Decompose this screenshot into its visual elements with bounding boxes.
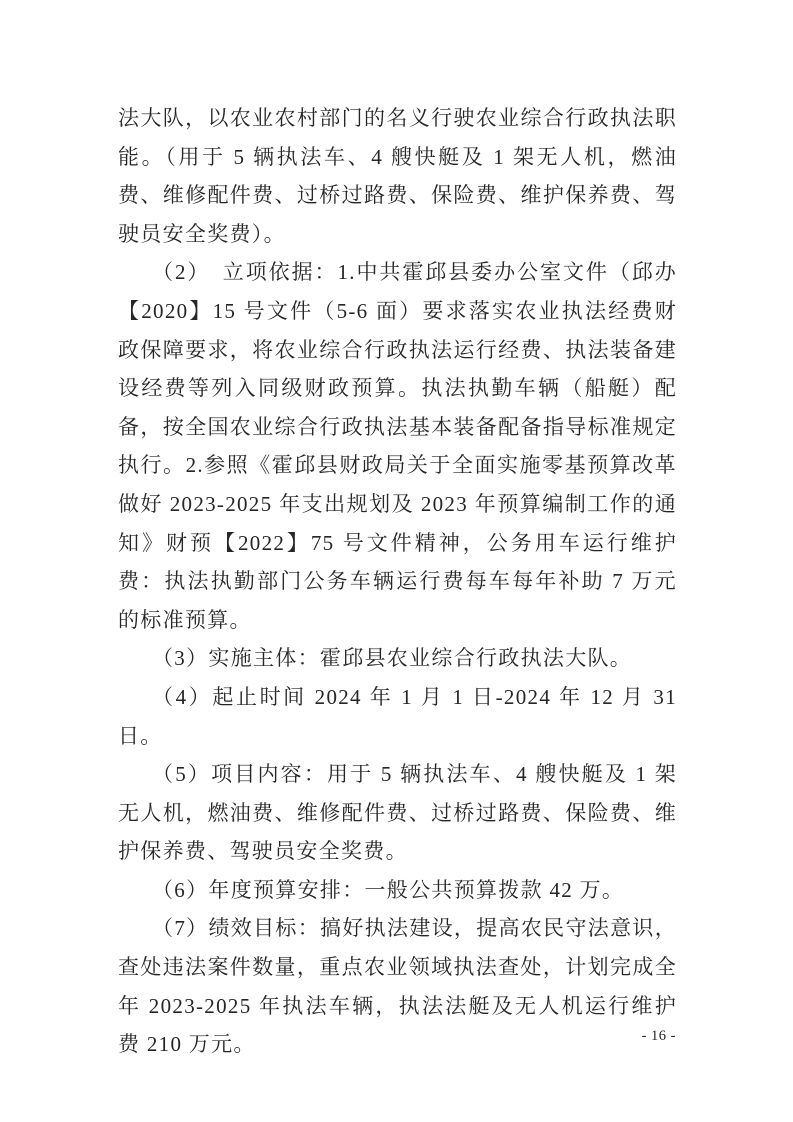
document-body	[118, 99, 677, 1064]
paragraph-6-annual-budget: （6）年度预算安排：一般公共预算拨款 42 万。	[152, 877, 625, 902]
paragraph-2-project-basis: （2） 立项依据：1.中共霍邱县委办公室文件（邱办【2020】15 号文件（5-6 面）要求落实农业执法经费财政保障要求，将农业综合行政执法运行经费、执法装备建设经费等列入同级财政预算。执法执勤车辆（船艇）配备，按全国农业综合行政执法基本装备配备指导标准规定执行。2.参照《霍邱县财政局关于全面实施零基预算改革做好 2023-2025 年支出规划及 2023 年预算编制工作的通知》财预【2022】75 号文件精神，公务用车运行维护费：执法执勤部门公务车辆运行费每车每年补助 7 万元的标准预算。	[118, 260, 677, 632]
paragraph-7-performance-goal: （7）绩效目标：搞好执法建设，提高农民守法意识，查处违法案件数量，重点农业领域执法查处，计划完成全年 2023-2025 年执法车辆，执法法艇及无人机运行维护费 210 万元。	[118, 916, 677, 1057]
paragraph-5-project-content: （5）项目内容：用于 5 辆执法车、4 艘快艇及 1 架无人机，燃油费、维修配件费、过桥过路费、保险费、维护保养费、驾驶员安全奖费。	[118, 762, 677, 864]
page-number: - 16 -	[641, 1028, 676, 1044]
paragraph-3-implementing-body: （3）实施主体：霍邱县农业综合行政执法大队。	[152, 646, 633, 671]
paragraph-continuation: 法大队，以农业农村部门的名义行驶农业综合行政执法职能。（用于 5 辆执法车、4 艘快艇及 1 架无人机，燃油费、维修配件费、过桥过路费、保险费、维护保养费、驾驶员安全奖费）。	[118, 106, 677, 246]
paragraph-4-time-period: （4）起止时间 2024 年 1 月 1 日-2024 年 12 月 31 日。	[118, 684, 677, 748]
